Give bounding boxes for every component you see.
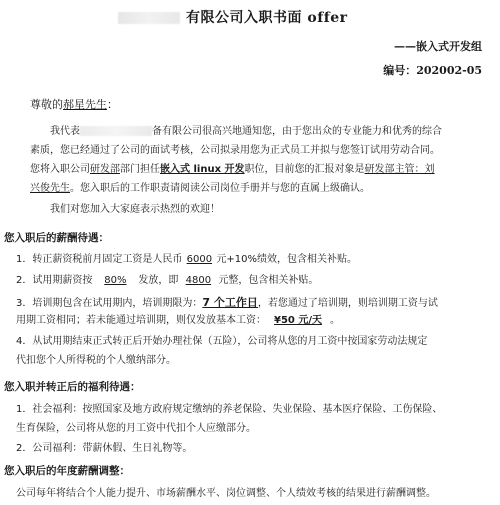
redacted-company-name <box>118 12 180 24</box>
manager: 研发部主管：刘 <box>364 164 435 175</box>
benefits-item-1b: 生育保险，公司将从您的月工资中代扣个人应缴部分。 <box>16 423 256 434</box>
benefits-item-1: 1．社会福利：按照国家及地方政府规定缴纳的养老保险、失业保险、基本医疗保险、工伤保险、 <box>16 404 443 415</box>
recipient-name: 郝星先生 <box>63 98 107 111</box>
probation-percent: 80% <box>104 275 127 286</box>
probation-amount: 4800 <box>185 275 212 286</box>
benefits-heading: 您入职并转正后的福利待遇： <box>4 381 141 393</box>
salary-item-3: 3．培训期包含在试用期内，培训期限为：7 个工作日，若您通过了培训期，则培训期工资与试 <box>16 296 438 309</box>
intro-paragraph-1: 我代表 备有限公司很高兴地通知您，由于您出众的专业能力和优秀的综合 <box>50 126 442 137</box>
intro-paragraph-1b: 素质，您已经通过了公司的面试考核，公司拟录用您为正式员工并拟与您签订试用劳动合同。 <box>30 145 440 156</box>
letter-title: 有限公司入职书面 offer <box>118 8 348 30</box>
salary-item-1: 1．转正薪资税前月固定工资是人民币 6000 元+10%绩效，包含相关补贴。 <box>16 252 480 268</box>
benefits-item-2: 2．公司福利：带薪休假、生日礼物等。 <box>16 443 193 454</box>
salary-item-3b: 用期工资相同；若未能通过培训期，则仅发放基本工资： ¥50 元/天 。 <box>16 313 480 329</box>
intro-paragraph-2: 您将入职公司研发部部门担任嵌入式 linux 开发职位，目前您的汇报对象是研发部主管：刘 <box>30 164 435 175</box>
manager-continued: 兴俊先生 <box>30 183 70 194</box>
adjustment-text: 公司每年将结合个人能力提升、市场薪酬水平、岗位调整、个人绩效考核的结果进行薪酬调整。 <box>16 488 436 499</box>
salary-item-4: 4．从试用期结束正式转正后开始办理社保（五险），公司将从您的月工资中按国家劳动法规定 <box>16 336 428 347</box>
adjustment-heading: 您入职后的年度薪酬调整： <box>4 465 130 477</box>
letter-subtitle: ——嵌入式开发组 <box>394 40 482 53</box>
salary-item-2: 2．试用期薪资按 80% 发放，即 4800 元整，包含相关补贴。 <box>16 273 480 289</box>
training-period: 7 个工作日 <box>202 296 258 309</box>
salary-item-4b: 代扣您个人所得税的个人缴纳部分。 <box>16 355 176 366</box>
welcome-line: 我们对您加入大家庭表示热烈的欢迎！ <box>50 204 220 215</box>
intro-paragraph-2b: 兴俊先生。您入职后的工作职责请阅读公司岗位手册并与您的直属上级确认。 <box>30 183 370 194</box>
training-wage: ¥50 元/天 <box>273 315 322 326</box>
redacted-company <box>80 126 152 136</box>
department: 研发部 <box>90 164 120 175</box>
salary-amount: 6000 <box>186 254 213 265</box>
salary-heading: 您入职后的薪酬待遇： <box>4 232 109 244</box>
position: 嵌入式 linux 开发 <box>160 164 245 175</box>
document-number: 编号：202002-05 <box>383 64 482 77</box>
greeting: 尊敬的郝星先生： <box>30 98 118 111</box>
